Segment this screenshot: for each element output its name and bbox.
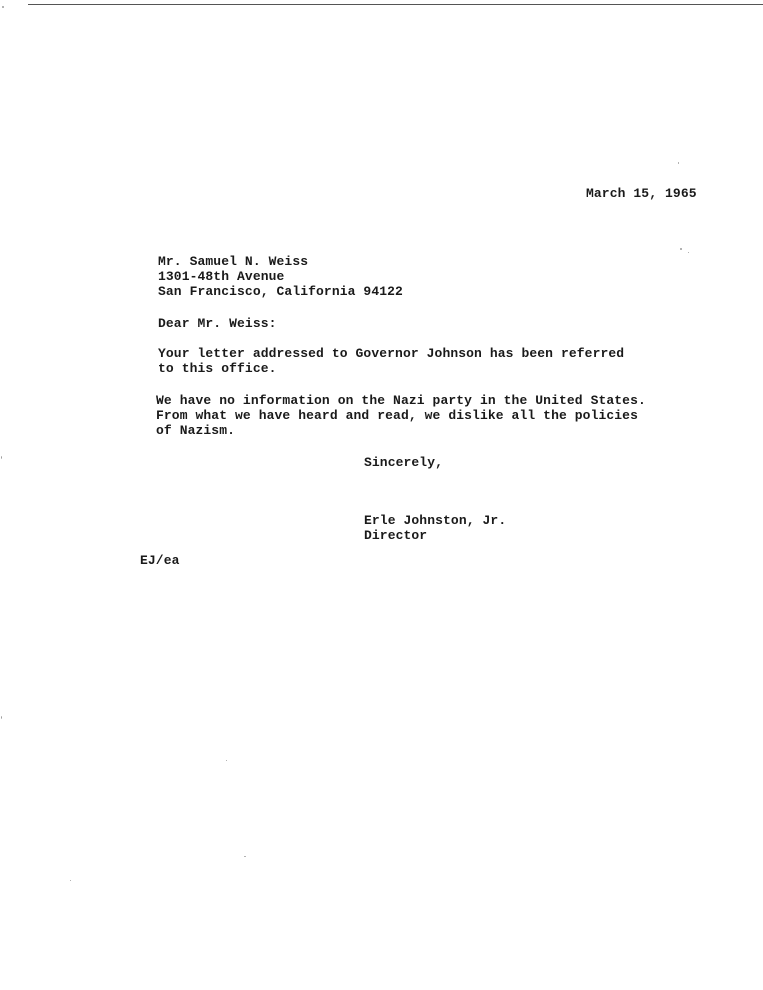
- scan-speck: [680, 248, 682, 250]
- recipient-city-state: San Francisco, California 94122: [158, 284, 403, 299]
- paragraph-2-line-3: of Nazism.: [156, 423, 236, 438]
- paragraph-2-line-1: We have no information on the Nazi party in the United States.: [156, 393, 646, 408]
- salutation: Dear Mr. Weiss:: [158, 316, 277, 331]
- paragraph-1-line-1: Your letter addressed to Governor Johnson has been referred: [158, 346, 625, 361]
- scan-speck: [244, 856, 246, 857]
- closing: Sincerely,: [364, 455, 444, 470]
- top-edge-rule: [28, 4, 763, 5]
- scan-speck: [226, 760, 227, 761]
- paragraph-2-line-2: From what we have heard and read, we dislike all the policies: [156, 408, 638, 423]
- signature-block: [364, 513, 506, 543]
- recipient-street: 1301-48th Avenue: [158, 269, 285, 284]
- body-paragraph-1: [158, 346, 624, 376]
- scan-speck: [1, 456, 2, 459]
- paragraph-1-line-2: to this office.: [158, 361, 277, 376]
- letter-date: March 15, 1965: [586, 186, 697, 201]
- signer-name: Erle Johnston, Jr.: [364, 513, 507, 528]
- scan-speck: [688, 252, 689, 253]
- signer-title: Director: [364, 528, 428, 543]
- recipient-name: Mr. Samuel N. Weiss: [158, 254, 309, 269]
- recipient-address-block: [158, 254, 403, 299]
- body-paragraph-2: [156, 393, 646, 438]
- scan-speck: [2, 6, 4, 8]
- scan-speck: [1, 716, 2, 719]
- scan-speck: [70, 880, 71, 881]
- reference-initials: EJ/ea: [140, 553, 180, 568]
- scan-speck: [678, 162, 679, 164]
